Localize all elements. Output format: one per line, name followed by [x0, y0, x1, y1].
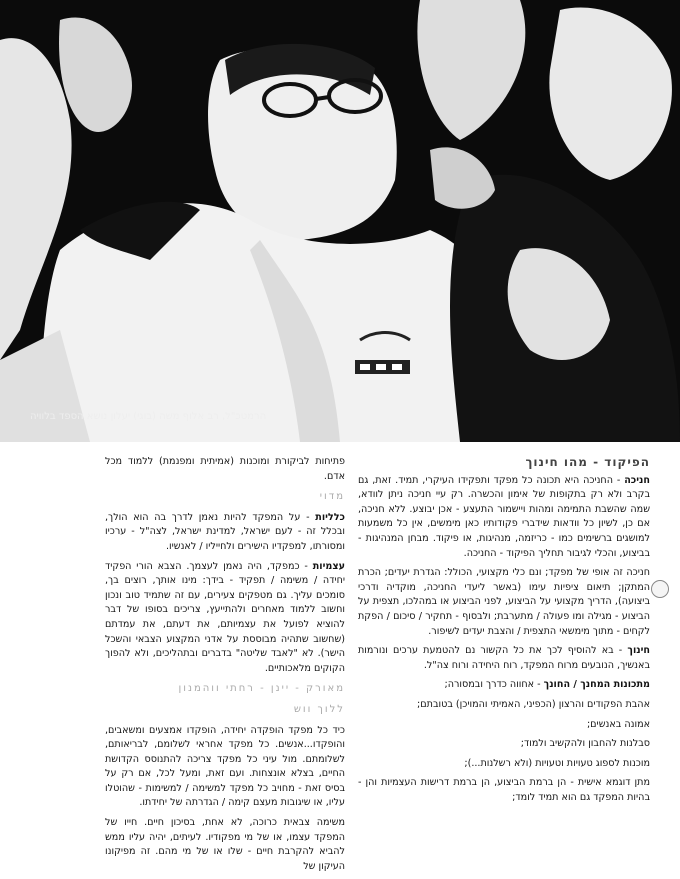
paragraph-responsibility: כיד כל מפקד הופקדה יחידה, הופקדו אמצעים ומשאבים, והופקדו...אנשים. כל מפקד אחראי לשלומם, לבריאותם, לשלומתם. מול עיני כל מפקד צריכה להתנוסס הקדושת החיים, בצלא אונצחות. ועם זאת, ומעל לכל, אם רק על בסיס זאת - מחויב כל מפקד למשימה / למשימות - שהוטלו עליו, או שיגובות מעצם קימה / הגדרתה של יחידתו.	[105, 724, 345, 809]
paragraph-education	[358, 644, 650, 673]
article-column-left	[105, 455, 345, 879]
paragraph-mission: משימה צבאית כרוכה, לא אחת, בסיכון חיים. חייו של המפקד עצמו, או של מי מפקודיו. לעיתים, יהיה עליו ממש להביא להקרבת חיים - שלו או של מי מהם. זה מפיקונו העיקון של	[105, 817, 345, 872]
paragraph-mentor-qualities	[358, 678, 650, 693]
term-selfhood: עצמיות	[312, 560, 345, 572]
text-training: - החניכה היא תכונה כל מפקד ותפקידו העיקרי, תמיד. זאת, גם בקרב ולא רק בתקופות של אימון והכשרה. רק עיי חניכה ניתן לוודא, שמה שהשבת התמימה ומהות ויישמור התעצע - אכן יבוצע. ללא חניכה, אם כן, לשיון כל וודאות שידברי פקודותיו כאן מימשים, אין כל משמעות למושגים ברשימים כמו - כריזמה, מנהיגות, או פיקוד. מבחן המנהיגות - בביצוע, והכלי לגיבור תחליך הפיקוד - החניכה.	[358, 474, 650, 559]
text-selfhood: - כמפקד, היה נאמן לעצמך. הצבא הורי הפקיד יחידה / משימה / תפקיד - בידך: מינו אותך, רוצים בך, סומכים עליך. גם מטפקים צעירים, עם זה שתמיד טוב ונכון וחשוב ללמוד מאחרים ולהתייעץ, צריכים בסופו של דבר להוציא לפועל את עצמיותם, את דעתם, את עמדתם (שחשוב שתהיה מבוססת על אדני המקצוע הצבאי והשכל הישר). לא "לאבד שליטה" בדברים ובתהליכים, ולא להפוך הקוקים מלאכותיים.	[105, 560, 345, 674]
paragraph-selfhood	[105, 560, 345, 677]
list-item: אמונה באנשים;	[586, 718, 650, 730]
photo-caption: הרמטכ"ל, רב אלוף משה (בוגי) יעלון נושא הספד בלוויה	[30, 411, 267, 422]
paragraph-intro: פתיחות לביקורת ומוכנות (אמיתית ומפנמת) ללמוד מכל אדם.	[105, 456, 345, 482]
term-mentor-qualities: מתכונות המחנך / החונך	[543, 679, 650, 691]
list-item: מוכנות לספוג טעויות וטעויות (ולא רשלנות...);	[464, 757, 650, 769]
list-item: אהבת הפקודים והרצון (הכפיני, האמיתי והמויכן) בטובתם;	[417, 698, 650, 710]
term-training: חניכה	[624, 474, 650, 486]
faded-heading: מדוי	[319, 491, 345, 503]
text-mentor-qualities: - אחווה כדרך ובמסורה;	[444, 679, 541, 691]
text-loyalty: - על המפקד להיות נאמן לדרך בה הוא הולך, ובכלל זה - לעם ישראל, למדינת ישראל, לצה"ל - ערכיו ומסורתו, למפקדיו הישירים ולחייליו / לאנשיו.	[105, 511, 345, 552]
punch-hole	[651, 580, 669, 598]
article-column-right	[358, 455, 650, 810]
paragraph-training	[358, 474, 650, 562]
paragraph-training-tools: חניכה זה אופי של מפקד; ונם כלי מקצועי, הכולל: הגדרת יעדים; הכרת המתקן; תיאום ציפיות עימו (באשר ליעדי החניכה, מוקדיה ודרכי ביצועה), הדריך מקצועי על הביצוע, לפני הביצוע או במהלכו, תצפית על הביצוע - מגילה ומו פעולה / מתערבת; ולבסוף - תחקיר / סיכום / הפקת לקחים - מתוך מימשאי התצפית / והצבת יעדים לשיפור.	[358, 567, 650, 637]
faded-heading: מאורק - יינן - רחתי ווהמנון	[178, 683, 345, 695]
section-heading: הפיקוד - מהו חינוך	[525, 455, 650, 469]
text-education: - בא להוסיף לכך את כל הקשור נם להטמעת ערכים ונורמות באנשיך, הנובעים מרוח המפקד, רוח היחידה ורוח צה"ל.	[358, 645, 650, 671]
list-item: סבלנות להחבון ולהקשיב ולמוד;	[520, 738, 650, 750]
faded-heading: ללוך ווש	[293, 703, 345, 715]
paragraph-loyalty	[105, 511, 345, 555]
term-loyalty: כלליות	[315, 511, 345, 523]
list-item: מתן דוגמא אישית - הן ברמת הביצוע, הן ברמת דרישות העצמיות והן - בהיות המפקד גם הוא תמיד לומד;	[358, 777, 650, 803]
term-education: חינוך	[627, 645, 651, 657]
